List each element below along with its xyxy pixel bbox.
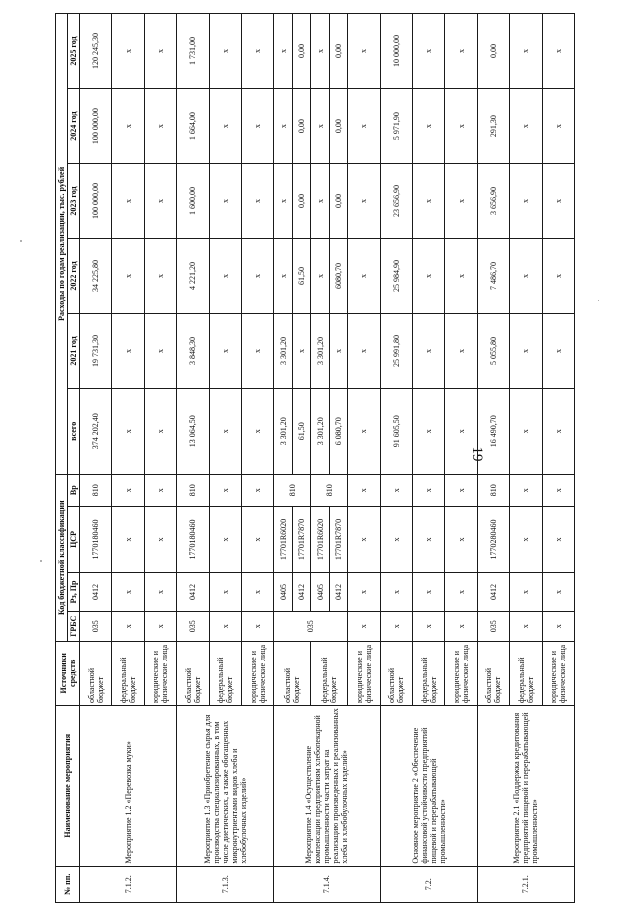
csr-cell: х bbox=[542, 506, 575, 572]
csr-cell: х bbox=[241, 506, 273, 572]
total-cell: 91 605,50 bbox=[380, 388, 412, 474]
table-row bbox=[477, 14, 509, 903]
y2023-cell: х bbox=[510, 164, 542, 239]
source-cell: федеральный бюджет bbox=[510, 641, 542, 705]
source-cell: юридические и физические лица bbox=[144, 641, 176, 705]
rzpr-cell: 0412 bbox=[80, 573, 112, 612]
source-cell: областной бюджет bbox=[477, 641, 509, 705]
y2024-cell: х bbox=[311, 89, 330, 164]
rzpr-cell: х bbox=[144, 573, 176, 612]
source-cell: юридические и физические лица bbox=[348, 641, 380, 705]
csr-cell: 17701R6020 bbox=[311, 506, 330, 572]
csr-cell: х bbox=[144, 506, 176, 572]
y2024-cell: х bbox=[241, 89, 273, 164]
rzpr-cell: х bbox=[380, 573, 412, 612]
header-2022: 2022 год bbox=[68, 239, 80, 314]
header-grbs: ГРБС bbox=[68, 611, 80, 641]
y2022-cell: 34 225,80 bbox=[80, 239, 112, 314]
header-source: Источники средств bbox=[56, 641, 80, 705]
vr-cell: х bbox=[380, 474, 412, 506]
csr-cell: 17701R6020 bbox=[274, 506, 293, 572]
header-2023: 2023 год bbox=[68, 164, 80, 239]
total-cell: 13 064,50 bbox=[177, 388, 209, 474]
y2022-cell: 7 486,70 bbox=[477, 239, 509, 314]
header-name: Наименование мероприятия bbox=[56, 705, 80, 866]
y2021-cell: х bbox=[329, 313, 348, 388]
y2021-cell: 25 991,80 bbox=[380, 313, 412, 388]
y2021-cell: х bbox=[112, 313, 144, 388]
grbs-cell: 035 bbox=[80, 611, 112, 641]
y2023-cell: х bbox=[445, 164, 477, 239]
y2023-cell: х bbox=[112, 164, 144, 239]
vr-cell: х bbox=[348, 474, 380, 506]
y2023-cell: х bbox=[348, 164, 380, 239]
y2024-cell: х bbox=[274, 89, 293, 164]
y2021-cell: х bbox=[144, 313, 176, 388]
rzpr-cell: х bbox=[445, 573, 477, 612]
y2025-cell: х bbox=[209, 14, 241, 89]
source-cell: федеральный бюджет bbox=[112, 641, 144, 705]
y2023-cell: 23 656,90 bbox=[380, 164, 412, 239]
source-cell: федеральный бюджет bbox=[311, 641, 348, 705]
grbs-cell: х bbox=[542, 611, 575, 641]
csr-cell: х bbox=[445, 506, 477, 572]
row-num: 7.1.2. bbox=[80, 866, 177, 902]
y2021-cell: х bbox=[209, 313, 241, 388]
y2021-cell: 19 731,30 bbox=[80, 313, 112, 388]
grbs-cell: х bbox=[380, 611, 412, 641]
y2025-cell: х bbox=[241, 14, 273, 89]
y2021-cell: х bbox=[348, 313, 380, 388]
row-name: Мероприятие 1.2 «Перевозка муки» bbox=[80, 705, 177, 866]
rzpr-cell: х bbox=[112, 573, 144, 612]
y2021-cell: х bbox=[241, 313, 273, 388]
y2023-cell: х bbox=[241, 164, 273, 239]
y2024-cell: х bbox=[112, 89, 144, 164]
row-num: 7.2. bbox=[380, 866, 477, 902]
scan-speck bbox=[20, 240, 22, 242]
y2021-cell: х bbox=[510, 313, 542, 388]
total-cell: х bbox=[241, 388, 273, 474]
y2024-cell: х bbox=[542, 89, 575, 164]
y2025-cell: 10 000,00 bbox=[380, 14, 412, 89]
row-name: Основное мероприятие 2 «Обеспечение финансовой устойчивости предприятий пищевой и перерабатывающей промышленности» bbox=[380, 705, 477, 866]
header-code-group: Код бюджетной классификации bbox=[56, 474, 68, 641]
source-cell: федеральный бюджет bbox=[209, 641, 241, 705]
y2022-cell: х bbox=[348, 239, 380, 314]
total-cell: 61,50 bbox=[292, 388, 311, 474]
table-row bbox=[380, 14, 412, 903]
total-cell: х bbox=[144, 388, 176, 474]
grbs-cell: 035 bbox=[177, 611, 209, 641]
y2025-cell: х bbox=[510, 14, 542, 89]
y2023-cell: х bbox=[144, 164, 176, 239]
vr-cell: 810 bbox=[177, 474, 209, 506]
y2022-cell: х bbox=[311, 239, 330, 314]
y2022-cell: х bbox=[413, 239, 445, 314]
y2025-cell: х bbox=[144, 14, 176, 89]
source-cell: областной бюджет bbox=[80, 641, 112, 705]
y2023-cell: х bbox=[542, 164, 575, 239]
vr-cell: 810 bbox=[477, 474, 509, 506]
y2021-cell: х bbox=[445, 313, 477, 388]
source-cell: юридические и физические лица bbox=[445, 641, 477, 705]
y2021-cell: 3 301,20 bbox=[274, 313, 293, 388]
y2025-cell: х bbox=[348, 14, 380, 89]
y2022-cell: 61,50 bbox=[292, 239, 311, 314]
rzpr-cell: х bbox=[348, 573, 380, 612]
y2022-cell: х bbox=[209, 239, 241, 314]
y2023-cell: 1 600,00 bbox=[177, 164, 209, 239]
page-number: 19 bbox=[469, 446, 485, 462]
scan-speck bbox=[598, 300, 599, 301]
vr-cell: х bbox=[209, 474, 241, 506]
source-cell: областной бюджет bbox=[274, 641, 311, 705]
y2024-cell: 5 971,90 bbox=[380, 89, 412, 164]
y2025-cell: х bbox=[112, 14, 144, 89]
y2024-cell: 0,00 bbox=[292, 89, 311, 164]
y2024-cell: 291,30 bbox=[477, 89, 509, 164]
y2024-cell: х bbox=[144, 89, 176, 164]
y2024-cell: х bbox=[413, 89, 445, 164]
y2023-cell: 0,00 bbox=[329, 164, 348, 239]
grbs-cell: 035 bbox=[274, 611, 348, 641]
total-cell: х bbox=[445, 388, 477, 474]
y2023-cell: х bbox=[413, 164, 445, 239]
source-cell: федеральный бюджет bbox=[413, 641, 445, 705]
total-cell: 3 301,20 bbox=[311, 388, 330, 474]
budget-table-rotated bbox=[55, 13, 575, 903]
csr-cell: 1770180460 bbox=[80, 506, 112, 572]
y2022-cell: х bbox=[542, 239, 575, 314]
grbs-cell: 035 bbox=[477, 611, 509, 641]
y2024-cell: 100 000,00 bbox=[80, 89, 112, 164]
total-cell: х bbox=[510, 388, 542, 474]
row-name: Мероприятие 2.1 «Поддержка кредитования предприятий пищевой и перерабатывающей промышленности» bbox=[477, 705, 574, 866]
vr-cell: 810 bbox=[274, 474, 311, 506]
vr-cell: х bbox=[241, 474, 273, 506]
y2023-cell: 3 656,90 bbox=[477, 164, 509, 239]
rzpr-cell: 0405 bbox=[274, 573, 293, 612]
total-cell: х bbox=[542, 388, 575, 474]
rzpr-cell: 0412 bbox=[292, 573, 311, 612]
rzpr-cell: 0412 bbox=[477, 573, 509, 612]
csr-cell: х bbox=[510, 506, 542, 572]
source-cell: областной бюджет bbox=[177, 641, 209, 705]
vr-cell: х bbox=[510, 474, 542, 506]
y2025-cell: х bbox=[413, 14, 445, 89]
y2022-cell: х bbox=[241, 239, 273, 314]
scan-speck bbox=[40, 560, 42, 562]
vr-cell: 810 bbox=[311, 474, 348, 506]
csr-cell: 1770280460 bbox=[477, 506, 509, 572]
y2022-cell: х bbox=[445, 239, 477, 314]
y2022-cell: 25 984,90 bbox=[380, 239, 412, 314]
csr-cell: х bbox=[413, 506, 445, 572]
csr-cell: 1770180460 bbox=[177, 506, 209, 572]
y2021-cell: х bbox=[292, 313, 311, 388]
budget-table bbox=[55, 13, 575, 903]
y2024-cell: х bbox=[510, 89, 542, 164]
source-cell: областной бюджет bbox=[380, 641, 412, 705]
vr-cell: х bbox=[445, 474, 477, 506]
header-csr: ЦСР bbox=[68, 506, 80, 572]
y2022-cell: х bbox=[274, 239, 293, 314]
y2025-cell: х bbox=[542, 14, 575, 89]
y2024-cell: 1 664,00 bbox=[177, 89, 209, 164]
vr-cell: х bbox=[542, 474, 575, 506]
header-num: № пп. bbox=[56, 866, 80, 902]
rzpr-cell: 0412 bbox=[329, 573, 348, 612]
y2022-cell: х bbox=[144, 239, 176, 314]
total-cell: х bbox=[348, 388, 380, 474]
header-total: всего bbox=[68, 388, 80, 474]
vr-cell: х bbox=[144, 474, 176, 506]
y2021-cell: 5 055,80 bbox=[477, 313, 509, 388]
header-2021: 2021 год bbox=[68, 313, 80, 388]
y2025-cell: 0,00 bbox=[477, 14, 509, 89]
csr-cell: х bbox=[209, 506, 241, 572]
grbs-cell: х bbox=[241, 611, 273, 641]
csr-cell: х bbox=[112, 506, 144, 572]
total-cell: х bbox=[413, 388, 445, 474]
y2021-cell: х bbox=[542, 313, 575, 388]
rzpr-cell: 0405 bbox=[311, 573, 330, 612]
y2023-cell: 0,00 bbox=[292, 164, 311, 239]
total-cell: 16 490,70 bbox=[477, 388, 509, 474]
csr-cell: х bbox=[380, 506, 412, 572]
header-2024: 2024 год bbox=[68, 89, 80, 164]
total-cell: 374 202,40 bbox=[80, 388, 112, 474]
csr-cell: 17701R7870 bbox=[329, 506, 348, 572]
grbs-cell: х bbox=[144, 611, 176, 641]
table-row bbox=[274, 14, 293, 903]
y2024-cell: 0,00 bbox=[329, 89, 348, 164]
rzpr-cell: 0412 bbox=[177, 573, 209, 612]
y2025-cell: х bbox=[274, 14, 293, 89]
y2023-cell: х bbox=[274, 164, 293, 239]
table-row bbox=[80, 14, 112, 903]
vr-cell: х bbox=[112, 474, 144, 506]
y2025-cell: х bbox=[311, 14, 330, 89]
row-num: 7.1.4. bbox=[274, 866, 380, 902]
y2021-cell: 3 848,30 bbox=[177, 313, 209, 388]
y2023-cell: 100 000,00 bbox=[80, 164, 112, 239]
grbs-cell: х bbox=[348, 611, 380, 641]
y2025-cell: 0,00 bbox=[329, 14, 348, 89]
y2021-cell: х bbox=[413, 313, 445, 388]
y2021-cell: 3 301,20 bbox=[311, 313, 330, 388]
header-rzpr: Рз, Пр bbox=[68, 573, 80, 612]
total-cell: х bbox=[112, 388, 144, 474]
vr-cell: 810 bbox=[80, 474, 112, 506]
table-row bbox=[177, 14, 209, 903]
y2023-cell: х bbox=[209, 164, 241, 239]
rzpr-cell: х bbox=[241, 573, 273, 612]
header-vr: Вр bbox=[68, 474, 80, 506]
grbs-cell: х bbox=[209, 611, 241, 641]
total-cell: 6 080,70 bbox=[329, 388, 348, 474]
grbs-cell: х bbox=[445, 611, 477, 641]
y2022-cell: 6080,70 bbox=[329, 239, 348, 314]
rzpr-cell: х bbox=[209, 573, 241, 612]
y2022-cell: х bbox=[510, 239, 542, 314]
grbs-cell: х bbox=[112, 611, 144, 641]
header-expenses-group: Расходы по годам реализации, тыс. рублей bbox=[56, 14, 68, 475]
y2024-cell: х bbox=[445, 89, 477, 164]
rzpr-cell: х bbox=[542, 573, 575, 612]
vr-cell: х bbox=[413, 474, 445, 506]
header-2025: 2025 год bbox=[68, 14, 80, 89]
y2023-cell: х bbox=[311, 164, 330, 239]
y2022-cell: 4 221,20 bbox=[177, 239, 209, 314]
y2025-cell: 0,00 bbox=[292, 14, 311, 89]
y2025-cell: х bbox=[445, 14, 477, 89]
row-num: 7.1.3. bbox=[177, 866, 274, 902]
row-name: Мероприятие 1.4 «Осуществление компенсации предприятиям хлебопекарной промышленности части затрат на реализацию произведенных и реализованных хлеба и хлебобулочных изделий» bbox=[274, 705, 380, 866]
row-name: Мероприятие 1.3 «Приобретение сырья для производства специализированных, в том числе диетических, а также обогащенных микронутриентами видов хлеба и хлебобулочных изделий» bbox=[177, 705, 274, 866]
y2024-cell: х bbox=[209, 89, 241, 164]
grbs-cell: х bbox=[510, 611, 542, 641]
grbs-cell: х bbox=[413, 611, 445, 641]
y2025-cell: 120 245,30 bbox=[80, 14, 112, 89]
csr-cell: х bbox=[348, 506, 380, 572]
rzpr-cell: х bbox=[413, 573, 445, 612]
source-cell: юридические и физические лица bbox=[542, 641, 575, 705]
y2025-cell: 1 731,00 bbox=[177, 14, 209, 89]
y2024-cell: х bbox=[348, 89, 380, 164]
total-cell: х bbox=[209, 388, 241, 474]
csr-cell: 17701R7870 bbox=[292, 506, 311, 572]
y2022-cell: х bbox=[112, 239, 144, 314]
source-cell: юридические и физические лица bbox=[241, 641, 273, 705]
row-num: 7.2.1. bbox=[477, 866, 574, 902]
rzpr-cell: х bbox=[510, 573, 542, 612]
total-cell: 3 301,20 bbox=[274, 388, 293, 474]
